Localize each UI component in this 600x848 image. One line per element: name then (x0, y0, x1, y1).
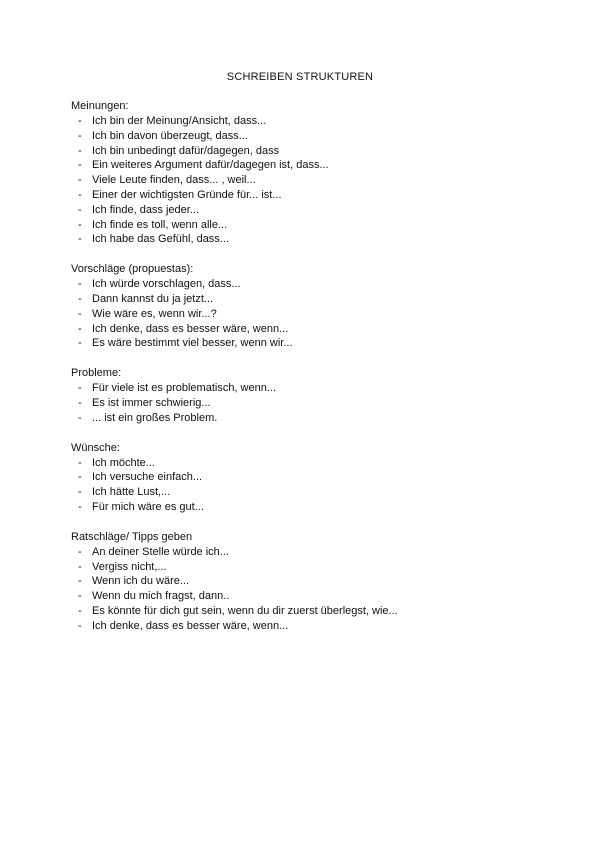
section-heading: Vorschläge (propuestas): (71, 263, 194, 276)
list-item (71, 144, 571, 159)
bullet-dash: - (78, 590, 82, 603)
list-item-text: Ich versuche einfach... (92, 471, 203, 484)
bullet-dash: - (78, 471, 82, 484)
list-item (71, 396, 571, 411)
list-item (71, 336, 571, 351)
list-item (71, 173, 571, 188)
list-item-text: Ich bin davon überzeugt, dass... (92, 129, 248, 142)
list-item-text: Ich habe das Gefühl, dass... (92, 233, 229, 246)
list-item (71, 188, 571, 203)
bullet-dash: - (78, 233, 82, 246)
bullet-dash: - (78, 560, 82, 573)
list-item-text: Es könnte für dich gut sein, wenn du dir zuerst überlegst, wie... (92, 604, 398, 617)
bullet-dash: - (78, 500, 82, 513)
list-item-text: Ich hätte Lust,... (92, 486, 171, 499)
list-item (71, 292, 571, 307)
list-item (71, 500, 571, 515)
bullet-dash: - (78, 218, 82, 231)
bullet-dash: - (78, 322, 82, 335)
bullet-dash: - (78, 575, 82, 588)
list-item (71, 381, 571, 396)
phrase-list (71, 381, 571, 425)
list-item-text: An deiner Stelle würde ich... (92, 545, 229, 558)
section-heading: Meinungen: (71, 100, 129, 112)
list-item (71, 322, 571, 337)
list-item-text: Für viele ist es problematisch, wenn... (92, 382, 277, 395)
list-item (71, 114, 571, 129)
document-body (71, 99, 571, 649)
list-item-text: Ich finde es toll, wenn alle... (92, 218, 228, 231)
list-item (71, 411, 571, 426)
bullet-dash: - (78, 604, 82, 617)
bullet-dash: - (78, 619, 82, 632)
list-item (71, 456, 571, 471)
section-heading: Wünsche: (71, 441, 120, 454)
bullet-dash: - (78, 337, 82, 350)
bullet-dash: - (78, 174, 82, 187)
list-item-text: Wie wäre es, wenn wir...? (92, 307, 217, 320)
phrase-list (71, 545, 571, 634)
list-item (71, 485, 571, 500)
bullet-dash: - (78, 545, 82, 558)
list-item-text: Für mich wäre es gut... (92, 500, 204, 513)
bullet-dash: - (78, 307, 82, 320)
list-item (71, 158, 571, 173)
bullet-dash: - (78, 144, 82, 157)
list-item (71, 545, 571, 560)
bullet-dash: - (78, 278, 82, 291)
bullet-dash: - (78, 396, 82, 409)
list-item-text: Dann kannst du ja jetzt... (92, 292, 214, 305)
list-item-text: Ich würde vorschlagen, dass... (92, 278, 241, 291)
bullet-dash: - (78, 411, 82, 424)
list-item (71, 470, 571, 485)
section-ratschlaege (71, 530, 571, 634)
section-heading: Ratschläge/ Tipps geben (71, 530, 193, 543)
list-item-text: Vergiss nicht,... (92, 560, 167, 573)
list-item-text: Ein weiteres Argument dafür/dagegen ist, dass... (92, 159, 329, 172)
list-item (71, 232, 571, 247)
bullet-dash: - (78, 188, 82, 201)
section-meinungen (71, 99, 571, 247)
bullet-dash: - (78, 456, 82, 469)
list-item-text: ... ist ein großes Problem. (92, 411, 218, 424)
phrase-list (71, 456, 571, 515)
section-probleme (71, 366, 571, 425)
list-item-text: Viele Leute finden, dass... , weil... (92, 174, 256, 187)
list-item-text: Ich möchte... (92, 456, 155, 469)
list-item-text: Ich finde, dass jeder... (92, 203, 200, 216)
list-item (71, 589, 571, 604)
phrase-list (71, 114, 571, 247)
section-heading: Probleme: (71, 367, 122, 380)
list-item (71, 277, 571, 292)
list-item-text: Wenn ich du wäre... (92, 575, 190, 588)
list-item (71, 604, 571, 619)
bullet-dash: - (78, 486, 82, 499)
list-item-text: Ich bin unbedingt dafür/dagegen, dass (92, 144, 280, 157)
list-item-text: Einer der wichtigsten Gründe für... ist... (92, 188, 282, 201)
list-item-text: Wenn du mich fragst, dann.. (92, 590, 230, 603)
bullet-dash: - (78, 129, 82, 142)
list-item-text: Ich bin der Meinung/Ansicht, dass... (92, 115, 267, 127)
bullet-dash: - (78, 203, 82, 216)
list-item (71, 574, 571, 589)
list-item-text: Es ist immer schwierig... (92, 396, 211, 409)
bullet-dash: - (78, 382, 82, 395)
section-wuensche (71, 441, 571, 515)
phrase-list (71, 277, 571, 351)
list-item (71, 129, 571, 144)
page-title: SCHREIBEN STRUKTUREN (226, 71, 374, 83)
list-item-text: Es wäre bestimmt viel besser, wenn wir... (92, 337, 293, 350)
list-item (71, 307, 571, 322)
section-vorschlaege (71, 262, 571, 351)
bullet-dash: - (78, 115, 82, 127)
list-item (71, 218, 571, 233)
bullet-dash: - (78, 159, 82, 172)
list-item (71, 619, 571, 634)
bullet-dash: - (78, 292, 82, 305)
list-item (71, 203, 571, 218)
list-item (71, 560, 571, 575)
list-item-text: Ich denke, dass es besser wäre, wenn... (92, 619, 289, 632)
list-item-text: Ich denke, dass es besser wäre, wenn... (92, 322, 289, 335)
